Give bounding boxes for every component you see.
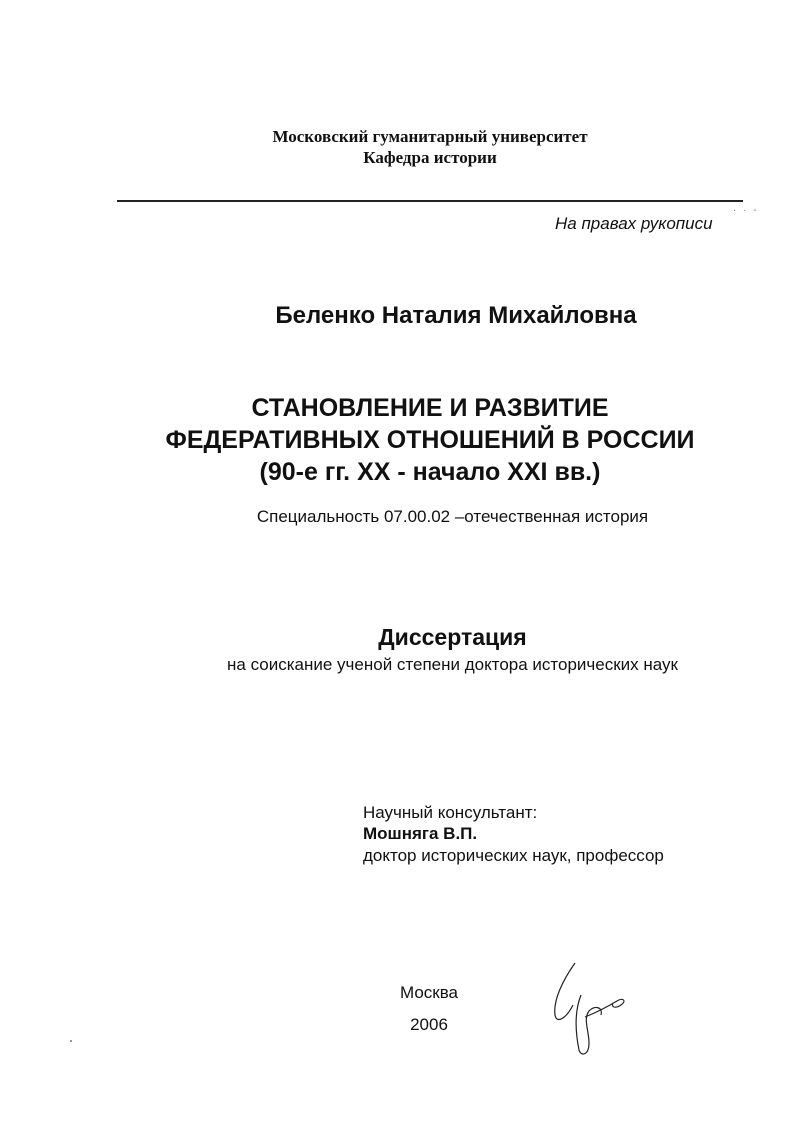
degree-statement: на соискание ученой степени доктора исторических наук — [227, 655, 678, 674]
thesis-title-line-2: ФЕДЕРАТИВНЫХ ОТНОШЕНИЙ В РОССИИ — [165, 426, 695, 454]
consultant-label: Научный консультант: — [363, 803, 538, 822]
publication-year: 2006 — [410, 1015, 448, 1034]
specialty: Специальность 07.00.02 –отечественная история — [256, 507, 649, 526]
department-name: Кафедра истории — [363, 148, 497, 167]
publication-city: Москва — [399, 983, 459, 1002]
consultant-name: Мошняга В.П. — [363, 824, 478, 843]
consultant-title: доктор исторических наук, профессор — [363, 846, 664, 865]
scan-speck — [70, 1040, 72, 1042]
rights-dots: · · - — [733, 205, 759, 216]
handwritten-signature — [545, 955, 635, 1065]
rights-note: На правах рукописи — [555, 214, 713, 233]
university-name: Московский гуманитарный университет — [272, 127, 588, 146]
work-type: Диссертация — [378, 624, 527, 650]
thesis-title-line-1: СТАНОВЛЕНИЕ И РАЗВИТИЕ — [251, 394, 609, 422]
header-divider — [117, 200, 743, 202]
thesis-title-line-3: (90-е гг. XX - начало XXI вв.) — [259, 458, 601, 486]
author-name: Беленко Наталия Михайловна — [275, 302, 637, 329]
